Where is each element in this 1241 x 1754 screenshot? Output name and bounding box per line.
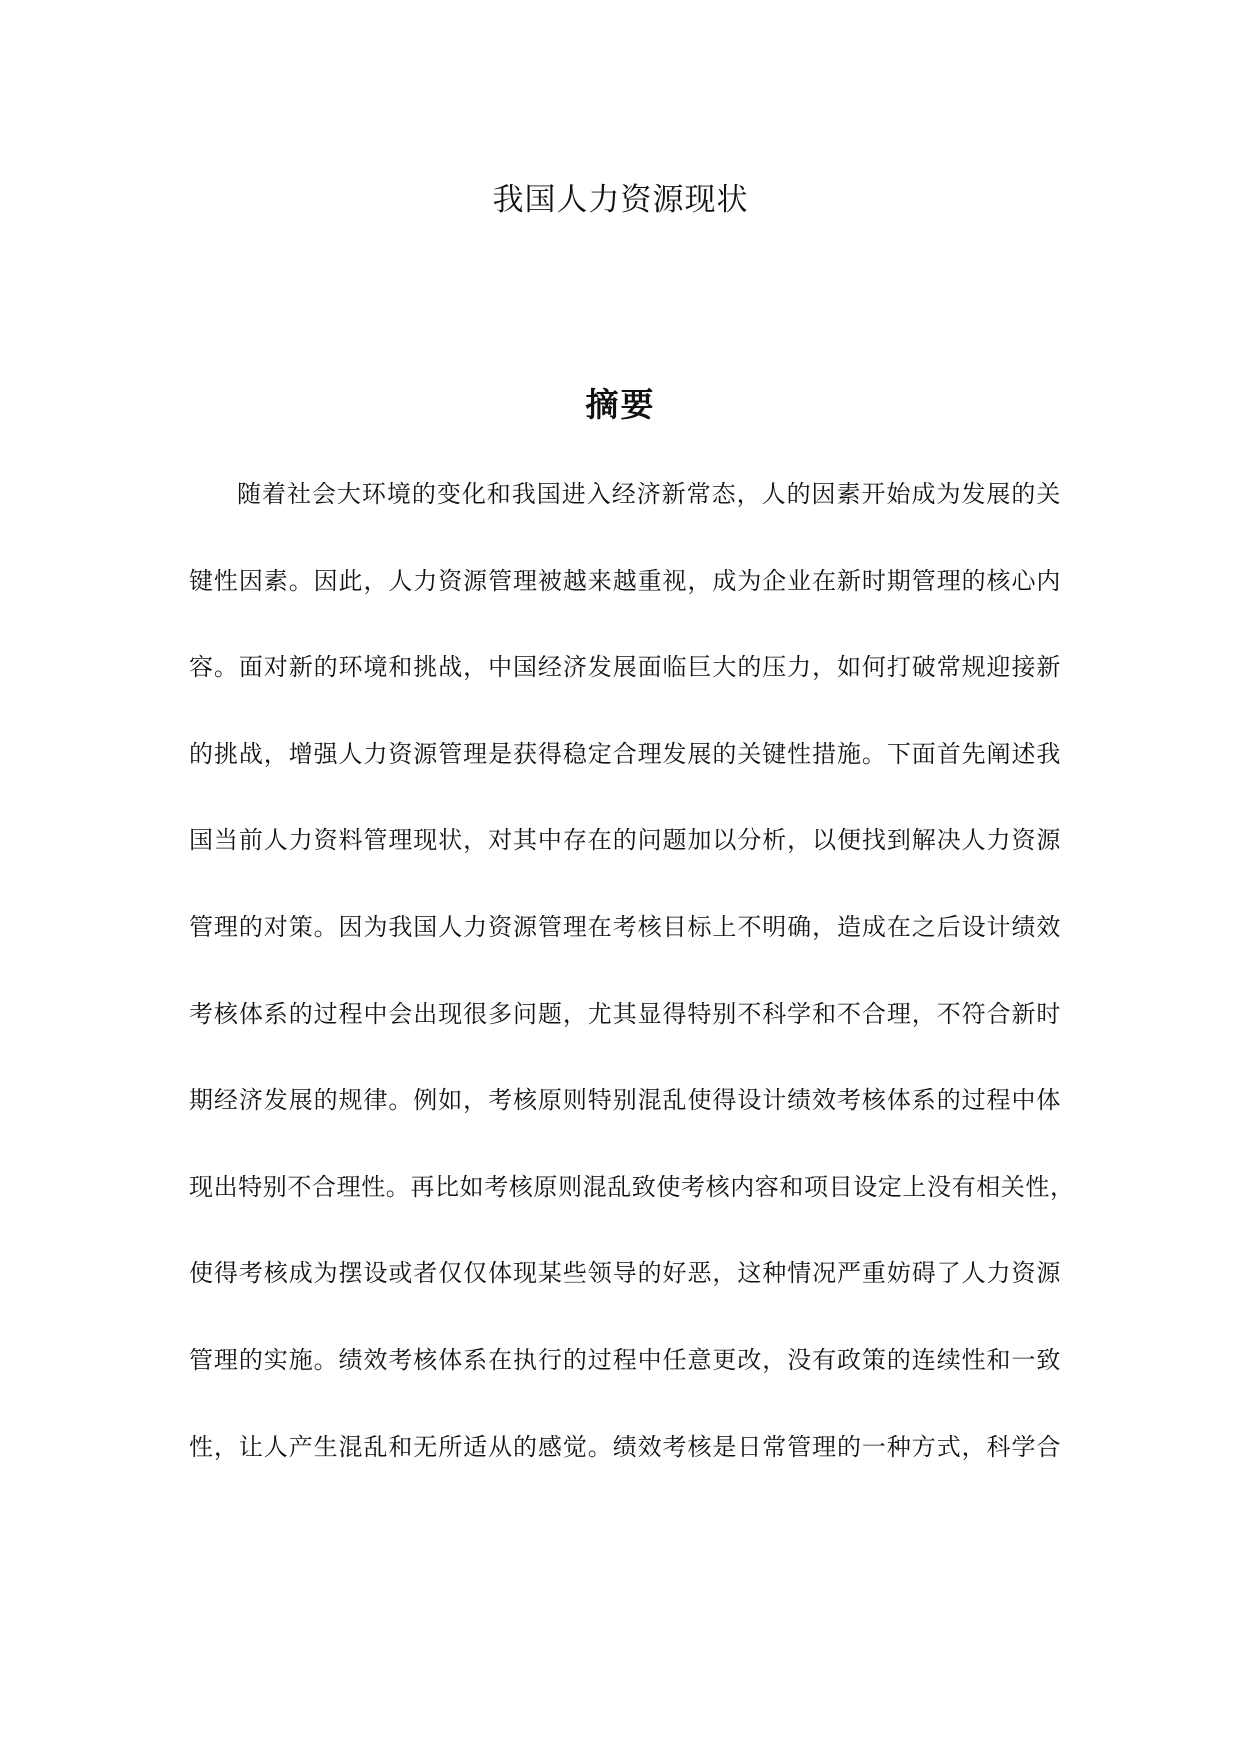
abstract-line: 国当前人力资料管理现状，对其中存在的问题加以分析，以便找到解决人力资源 <box>189 826 1061 855</box>
abstract-line: 考核体系的过程中会出现很多问题，尤其显得特别不科学和不合理，不符合新时 <box>189 999 1061 1028</box>
abstract-body <box>189 474 1075 1513</box>
abstract-line: 容。面对新的环境和挑战，中国经济发展面临巨大的压力，如何打破常规迎接新 <box>189 653 1061 682</box>
abstract-line: 管理的实施。绩效考核体系在执行的过程中任意更改，没有政策的连续性和一致 <box>189 1345 1061 1374</box>
abstract-line: 的挑战，增强人力资源管理是获得稳定合理发展的关键性措施。下面首先阐述我 <box>189 739 1061 768</box>
abstract-line: 管理的对策。因为我国人力资源管理在考核目标上不明确，造成在之后设计绩效 <box>189 912 1061 941</box>
document-title: 我国人力资源现状 <box>492 182 749 218</box>
abstract-line: 现出特别不合理性。再比如考核原则混乱致使考核内容和项目设定上没有相关性， <box>189 1172 1075 1201</box>
abstract-line: 性，让人产生混乱和无所适从的感觉。绩效考核是日常管理的一种方式，科学合 <box>189 1432 1061 1461</box>
abstract-line: 期经济发展的规律。例如，考核原则特别混乱使得设计绩效考核体系的过程中体 <box>189 1086 1061 1115</box>
abstract-heading: 摘要 <box>585 385 656 424</box>
abstract-line: 随着社会大环境的变化和我国进入经济新常态，人的因素开始成为发展的关 <box>237 480 1061 508</box>
abstract-line: 键性因素。因此，人力资源管理被越来越重视，成为企业在新时期管理的核心内 <box>189 566 1061 595</box>
abstract-line: 使得考核成为摆设或者仅仅体现某些领导的好恶，这种情况严重妨碍了人力资源 <box>189 1259 1061 1288</box>
